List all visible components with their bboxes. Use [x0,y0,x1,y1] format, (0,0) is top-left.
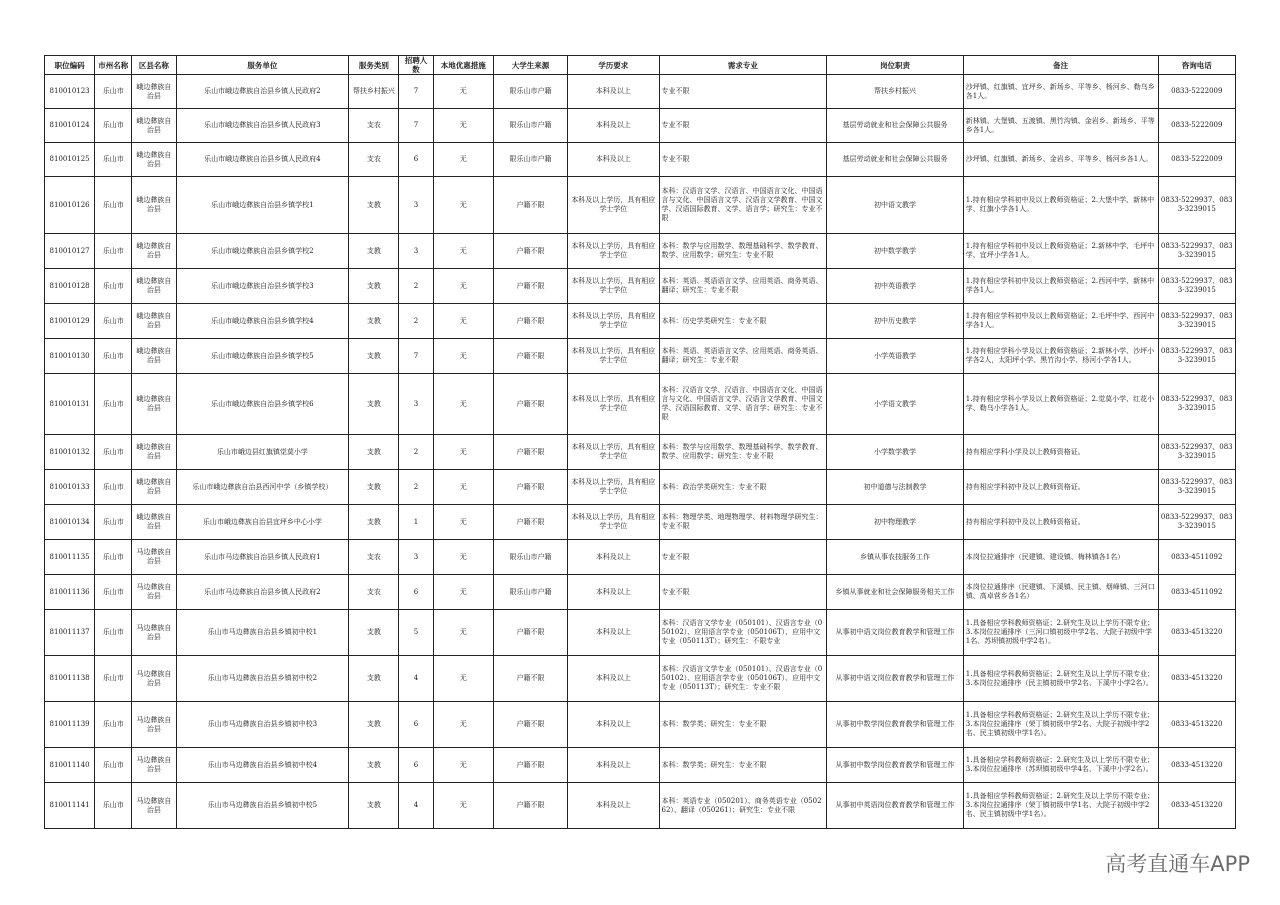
table-cell: 6 [399,143,433,177]
table-cell: 峨边彝族自治县 [132,143,176,177]
table-cell: 峨边彝族自治县 [132,234,176,269]
table-cell: 7 [399,109,433,143]
table-cell: 峨边彝族自治县 [132,374,176,435]
table-cell: 810010130 [45,339,95,374]
table-cell: 本科：数学类；研究生：专业不限 [659,748,827,783]
table-cell: 无 [433,109,493,143]
table-cell: 810011141 [45,783,95,829]
table-cell: 初中英语教学 [827,269,964,304]
table-cell: 810011136 [45,575,95,610]
table-cell: 乡镇从事就业和社会保障服务相关工作 [827,575,964,610]
table-body [45,75,1236,829]
table-cell: 无 [433,610,493,656]
table-row [45,269,1236,304]
table-cell: 无 [433,702,493,748]
table-cell: 乐山市 [95,339,132,374]
table-cell: 本科及以上学历，具有相应学士学位 [568,374,659,435]
table-cell: 乐山市 [95,656,132,702]
table-cell: 810010134 [45,505,95,540]
table-cell: 0833-4511092 [1158,540,1235,575]
table-cell: 本科：英语、英语语言文学、应用英语、商务英语、翻译；研究生：专业不限 [659,269,827,304]
table-cell: 1.持有相应学科小学及以上教师资格证；2.新林小学、沙坪小学各2人，太阳坪小学、黑竹沟小学、杨河小学各1人。 [963,339,1158,374]
table-cell: 本科：物理学类、地理物理学、材料物理学研究生：专业不限 [659,505,827,540]
table-cell: 810010126 [45,177,95,234]
table-cell: 专业不限 [659,575,827,610]
table-cell: 乐山市马边彝族自治县乡镇人民政府1 [176,540,349,575]
table-cell: 支教 [349,177,399,234]
table-cell: 持有相应学科初中及以上教师资格证。 [963,505,1158,540]
table-cell: 本科：英语、英语语言文学、应用英语、商务英语、翻译；研究生：专业不限 [659,339,827,374]
table-cell: 乐山市峨边彝族自治县乡镇人民政府4 [176,143,349,177]
table-row [45,143,1236,177]
table-cell: 支农 [349,540,399,575]
table-cell: 无 [433,783,493,829]
table-cell: 810010123 [45,75,95,109]
table-cell: 本科：汉语言文学专业（050101）、汉语言专业（050102）、应用语言学专业（050106T）、应用中文专业（050113T）；研究生：不限专业 [659,610,827,656]
table-row [45,748,1236,783]
col-header: 需求专业 [659,56,827,75]
table-cell: 从事初中语文岗位教育教学和管理工作 [827,656,964,702]
table-cell: 1.持有相应学科初中及以上教师资格证；2.大堡中学、新林中学、红旗小学各1人。 [963,177,1158,234]
table-cell: 乐山市峨边彝族自治县乡镇人民政府3 [176,109,349,143]
table-cell: 本科及以上 [568,610,659,656]
table-cell: 马边彝族自治县 [132,748,176,783]
table-row [45,702,1236,748]
col-header: 大学生来源 [493,56,567,75]
table-cell: 2 [399,435,433,470]
table-cell: 810010128 [45,269,95,304]
table-cell: 乐山市 [95,702,132,748]
table-cell: 810011139 [45,702,95,748]
watermark-text: 高考直通车APP [1105,852,1250,876]
table-cell: 乐山市 [95,748,132,783]
table-cell: 乐山市 [95,470,132,505]
table-cell: 无 [433,269,493,304]
table-cell: 本科及以上 [568,75,659,109]
table-cell: 马边彝族自治县 [132,702,176,748]
table-cell: 0833-4513220 [1158,783,1235,829]
table-cell: 无 [433,575,493,610]
table-cell: 810011137 [45,610,95,656]
table-cell: 3 [399,540,433,575]
table-cell: 1.具备相应学科教师资格证；2.研究生及以上学历不限专业；3.本岗位拉通排序（苏坝镇初级中学4名、下溪中小学2名）。 [963,748,1158,783]
table-cell: 乐山市马边彝族自治县乡镇初中校5 [176,783,349,829]
col-header: 市州名称 [95,56,132,75]
table-cell: 810010133 [45,470,95,505]
table-cell: 支教 [349,339,399,374]
col-header: 备注 [963,56,1158,75]
table-cell: 支农 [349,109,399,143]
table-cell: 支教 [349,783,399,829]
table-cell: 本科：数学与应用数学、数理基础科学、数学教育、数学、应用数学；研究生：专业不限 [659,435,827,470]
table-cell: 乡镇从事农技服务工作 [827,540,964,575]
table-cell: 户籍不限 [493,234,567,269]
table-cell: 马边彝族自治县 [132,610,176,656]
table-cell: 0833-5222009 [1158,75,1235,109]
table-cell: 乐山市马边彝族自治县乡镇人民政府2 [176,575,349,610]
table-cell: 峨边彝族自治县 [132,435,176,470]
table-cell: 峨边彝族自治县 [132,269,176,304]
table-cell: 6 [399,702,433,748]
table-cell: 支教 [349,435,399,470]
table-cell: 无 [433,304,493,339]
col-header: 本地优惠措施 [433,56,493,75]
table-cell: 户籍不限 [493,610,567,656]
table-cell: 乐山市峨边彝族自治县乡镇人民政府2 [176,75,349,109]
table-cell: 持有相应学科初中及以上教师资格证。 [963,470,1158,505]
table-cell: 810010129 [45,304,95,339]
table-cell: 初中历史教学 [827,304,964,339]
table-cell: 峨边彝族自治县 [132,177,176,234]
table-cell: 乐山市 [95,143,132,177]
table-cell: 乐山市 [95,75,132,109]
table-cell: 乐山市峨边彝族自治县乡镇学校1 [176,177,349,234]
table-cell: 本科及以上学历，具有相应学士学位 [568,339,659,374]
table-cell: 本科及以上学历，具有相应学士学位 [568,470,659,505]
table-cell: 4 [399,656,433,702]
table-cell: 本科：历史学类研究生：专业不限 [659,304,827,339]
table-cell: 1.持有相应学科初中及以上教师资格证；2.西河中学、新林中学各1人。 [963,269,1158,304]
table-cell: 0833-5229937、0833-3239015 [1158,177,1235,234]
table-cell: 专业不限 [659,75,827,109]
table-cell: 支教 [349,269,399,304]
table-cell: 从事初中数学岗位教育教学和管理工作 [827,748,964,783]
table-cell: 无 [433,374,493,435]
table-cell: 0833-4513220 [1158,748,1235,783]
table-cell: 支农 [349,575,399,610]
table-cell: 支教 [349,304,399,339]
table-cell: 沙坪镇、红旗镇、新场乡、金岩乡、平等乡、杨河乡各1人。 [963,143,1158,177]
table-cell: 限乐山市户籍 [493,575,567,610]
table-cell: 本科及以上学历，具有相应学士学位 [568,505,659,540]
table-cell: 乐山市 [95,783,132,829]
table-cell: 乐山市 [95,177,132,234]
table-cell: 户籍不限 [493,304,567,339]
table-cell: 无 [433,470,493,505]
table-row [45,304,1236,339]
table-cell: 专业不限 [659,143,827,177]
table-cell: 乐山市峨边彝族自治县乡镇学校6 [176,374,349,435]
table-cell: 从事初中英语岗位教育教学和管理工作 [827,783,964,829]
table-cell: 马边彝族自治县 [132,540,176,575]
table-cell: 无 [433,435,493,470]
table-cell: 本科及以上 [568,143,659,177]
table-cell: 本科：政治学类研究生：专业不限 [659,470,827,505]
table-row [45,75,1236,109]
table-cell: 乐山市峨边县红旗镇觉莫小学 [176,435,349,470]
table-cell: 1.持有相应学科小学及以上教师资格证；2.觉莫小学、红花小学、勒乌小学各1人。 [963,374,1158,435]
table-cell: 限乐山市户籍 [493,540,567,575]
table-cell: 马边彝族自治县 [132,575,176,610]
table-cell: 无 [433,656,493,702]
table-cell: 无 [433,177,493,234]
table-cell: 本岗位拉通排序（民建镇、建设镇、梅林镇各1名） [963,540,1158,575]
table-cell: 小学数学教学 [827,435,964,470]
table-row [45,435,1236,470]
table-cell: 0833-4513220 [1158,656,1235,702]
table-row [45,505,1236,540]
col-header: 区县名称 [132,56,176,75]
table-cell: 0833-5229937、0833-3239015 [1158,304,1235,339]
table-row [45,575,1236,610]
table-cell: 1.具备相应学科教师资格证；2.研究生及以上学历不限专业；3.本岗位拉通排序（荣丁镇初级中学2名、大院子初级中学2名、民主镇初级中学1名）。 [963,702,1158,748]
table-cell: 无 [433,505,493,540]
table-cell: 本科：汉语言文学专业（050101）、汉语言专业（050102）、应用语言学专业（050106T）、应用中文专业（050113T）；研究生：专业不限 [659,656,827,702]
table-cell: 乐山市峨边彝族自治县乡镇学校5 [176,339,349,374]
table-row [45,540,1236,575]
table-cell: 7 [399,75,433,109]
table-cell: 1 [399,505,433,540]
table-cell: 本科及以上学历，具有相应学士学位 [568,304,659,339]
table-cell: 从事初中数学岗位教育教学和管理工作 [827,702,964,748]
table-cell: 限乐山市户籍 [493,75,567,109]
table-cell: 0833-4513220 [1158,702,1235,748]
table-cell: 3 [399,374,433,435]
header-row [45,56,1236,75]
table-cell: 乐山市马边彝族自治县乡镇初中校4 [176,748,349,783]
table-row [45,610,1236,656]
table-cell: 0833-5229937、0833-3239015 [1158,435,1235,470]
table-cell: 基层劳动就业和社会保障公共服务 [827,109,964,143]
table-cell: 乐山市 [95,610,132,656]
table-cell: 乐山市 [95,234,132,269]
table-cell: 乐山市峨边彝族自治县乡镇学校4 [176,304,349,339]
table-cell: 本科及以上 [568,748,659,783]
table-cell: 支教 [349,656,399,702]
table-cell: 无 [433,339,493,374]
table-cell: 本科及以上 [568,540,659,575]
table-cell: 乐山市 [95,304,132,339]
table-cell: 峨边彝族自治县 [132,109,176,143]
table-cell: 0833-5229937、0833-3239015 [1158,374,1235,435]
table-cell: 2 [399,304,433,339]
table-cell: 乐山市峨边彝族自治县西河中学（乡镇学校） [176,470,349,505]
table-cell: 810011140 [45,748,95,783]
table-cell: 户籍不限 [493,339,567,374]
table-cell: 810011135 [45,540,95,575]
table-cell: 0833-5229937、0833-3239015 [1158,339,1235,374]
table-cell: 4 [399,783,433,829]
table-cell: 户籍不限 [493,177,567,234]
table-cell: 2 [399,470,433,505]
table-cell: 810011138 [45,656,95,702]
table-cell: 810010124 [45,109,95,143]
table-cell: 本科及以上 [568,575,659,610]
table-cell: 本科：英语专业（050201）、商务英语专业（050262）、翻译（050261）；研究生：专业不限 [659,783,827,829]
table-cell: 小学英语教学 [827,339,964,374]
table-cell: 乐山市 [95,109,132,143]
table-cell: 0833-5229937、0833-3239015 [1158,470,1235,505]
table-cell: 专业不限 [659,540,827,575]
table-cell: 户籍不限 [493,748,567,783]
recruitment-table [44,55,1236,829]
table-cell: 7 [399,339,433,374]
table-cell: 本科：汉语言文学、汉语言、中国语言文化、中国语言与文化、中国语言文学、汉语言文学教育、中国文学、汉语国际教育、文学、语言学；研究生：专业不限 [659,177,827,234]
table-cell: 支教 [349,234,399,269]
table-cell: 3 [399,177,433,234]
table-cell: 峨边彝族自治县 [132,470,176,505]
table-cell: 乐山市 [95,435,132,470]
table-cell: 支教 [349,505,399,540]
table-cell: 810010132 [45,435,95,470]
table-cell: 乐山市峨边彝族自治县乡镇学校2 [176,234,349,269]
col-header: 服务单位 [176,56,349,75]
table-cell: 支教 [349,702,399,748]
table-cell: 乐山市峨边彝族自治县宜坪乡中心小学 [176,505,349,540]
table-cell: 1.持有相应学科初中及以上教师资格证；2.毛坪中学、西河中学各1人。 [963,304,1158,339]
table-cell: 无 [433,75,493,109]
table-cell: 乐山市 [95,575,132,610]
table-cell: 乐山市 [95,269,132,304]
table-cell: 无 [433,234,493,269]
table-cell: 本科及以上 [568,702,659,748]
table-cell: 1.具备相应学科教师资格证；2.研究生及以上学历不限专业；3.本岗位拉通排序（三河口镇初级中学2名、大院子初级中学1名、苏坝镇初级中学2名）。 [963,610,1158,656]
table-cell: 6 [399,575,433,610]
table-cell: 无 [433,143,493,177]
table-cell: 峨边彝族自治县 [132,505,176,540]
table-cell: 小学语文教学 [827,374,964,435]
table-cell: 户籍不限 [493,505,567,540]
table-cell: 初中物理教学 [827,505,964,540]
table-row [45,783,1236,829]
table-row [45,234,1236,269]
table-row [45,470,1236,505]
table-cell: 支教 [349,748,399,783]
table-cell: 户籍不限 [493,269,567,304]
table-cell: 帮扶乡村振兴 [827,75,964,109]
col-header: 招聘人数 [399,56,433,75]
table-cell: 乐山市马边彝族自治县乡镇初中校3 [176,702,349,748]
table-cell: 乐山市峨边彝族自治县乡镇学校3 [176,269,349,304]
table-cell: 限乐山市户籍 [493,109,567,143]
table-cell: 乐山市 [95,540,132,575]
table-cell: 初中数学教学 [827,234,964,269]
table-row [45,656,1236,702]
table-cell: 乐山市 [95,505,132,540]
table-row [45,374,1236,435]
table-cell: 基层劳动就业和社会保障公共服务 [827,143,964,177]
table-cell: 本科：数学类；研究生：专业不限 [659,702,827,748]
table-cell: 0833-5222009 [1158,143,1235,177]
table-cell: 0833-4513220 [1158,610,1235,656]
table-cell: 1.持有相应学科初中及以上教师资格证；2.新林中学、毛坪中学、宜坪小学各1人。 [963,234,1158,269]
table-cell: 马边彝族自治县 [132,783,176,829]
table-cell: 0833-5229937、0833-3239015 [1158,505,1235,540]
table-cell: 支教 [349,470,399,505]
col-header: 职位编码 [45,56,95,75]
table-cell: 支教 [349,374,399,435]
table-cell: 本科及以上 [568,109,659,143]
table-cell: 810010131 [45,374,95,435]
table-cell: 本岗位拉通排序（民建镇、下溪镇、民主镇、烟峰镇、三河口镇、高卓营乡各1名） [963,575,1158,610]
table-cell: 3 [399,234,433,269]
table-cell: 0833-5229937、0833-3239015 [1158,269,1235,304]
table-cell: 沙坪镇、红旗镇、宜坪乡、新场乡、平等乡、杨河乡、勒乌乡各1人。 [963,75,1158,109]
table-cell: 帮扶乡村振兴 [349,75,399,109]
table-cell: 户籍不限 [493,435,567,470]
table-cell: 户籍不限 [493,374,567,435]
col-header: 咨询电话 [1158,56,1235,75]
table-cell: 马边彝族自治县 [132,656,176,702]
table-cell: 户籍不限 [493,783,567,829]
table-cell: 新林镇、大堡镇、五渡镇、黑竹沟镇、金岩乡、新场乡、平等乡各1人。 [963,109,1158,143]
table-cell: 限乐山市户籍 [493,143,567,177]
table-cell: 2 [399,269,433,304]
table-cell: 1.具备相应学科教师资格证；2.研究生及以上学历不限专业；3.本岗位拉通排序（民主镇初级中学2名、下溪中小学2名）。 [963,656,1158,702]
col-header: 学历要求 [568,56,659,75]
table-cell: 峨边彝族自治县 [132,75,176,109]
table-cell: 专业不限 [659,109,827,143]
table-cell: 本科及以上学历，具有相应学士学位 [568,177,659,234]
table-cell: 0833-5222009 [1158,109,1235,143]
table-cell: 初中道德与法制教学 [827,470,964,505]
table-cell: 乐山市 [95,374,132,435]
table-cell: 支农 [349,143,399,177]
table-cell: 6 [399,748,433,783]
table-cell: 户籍不限 [493,656,567,702]
table-cell: 持有相应学科小学及以上教师资格证。 [963,435,1158,470]
table-cell: 户籍不限 [493,702,567,748]
table-row [45,109,1236,143]
table-cell: 810010127 [45,234,95,269]
col-header: 服务类别 [349,56,399,75]
table-cell: 0833-5229937、0833-3239015 [1158,234,1235,269]
table-cell: 从事初中语文岗位教育教学和管理工作 [827,610,964,656]
table-cell: 本科及以上学历，具有相应学士学位 [568,269,659,304]
table-cell: 本科及以上 [568,783,659,829]
table-cell: 本科及以上 [568,656,659,702]
table-cell: 本科及以上学历，具有相应学士学位 [568,234,659,269]
table-cell: 无 [433,540,493,575]
table-cell: 乐山市马边彝族自治县乡镇初中校2 [176,656,349,702]
table-cell: 峨边彝族自治县 [132,339,176,374]
table-cell: 户籍不限 [493,470,567,505]
table-cell: 本科：汉语言文学、汉语言、中国语言文化、中国语言与文化、中国语言文学、汉语言文学教育、中国文学、汉语国际教育、文学、语言学；研究生：专业不限 [659,374,827,435]
col-header: 岗位职责 [827,56,964,75]
table-cell: 0833-4511092 [1158,575,1235,610]
table-cell: 初中语文教学 [827,177,964,234]
table-row [45,177,1236,234]
table-cell: 本科：数学与应用数学、数理基础科学、数学教育、数学、应用数学；研究生：专业不限 [659,234,827,269]
table-row [45,339,1236,374]
table-cell: 乐山市马边彝族自治县乡镇初中校1 [176,610,349,656]
table-cell: 无 [433,748,493,783]
table-cell: 峨边彝族自治县 [132,304,176,339]
table-cell: 810010125 [45,143,95,177]
table-cell: 本科及以上学历，具有相应学士学位 [568,435,659,470]
table-cell: 支教 [349,610,399,656]
table-cell: 5 [399,610,433,656]
table-cell: 1.具备相应学科教师资格证；2.研究生及以上学历不限专业；3.本岗位拉通排序（荣丁镇初级中学1名、大院子初级中学2名、民主镇初级中学1名）。 [963,783,1158,829]
